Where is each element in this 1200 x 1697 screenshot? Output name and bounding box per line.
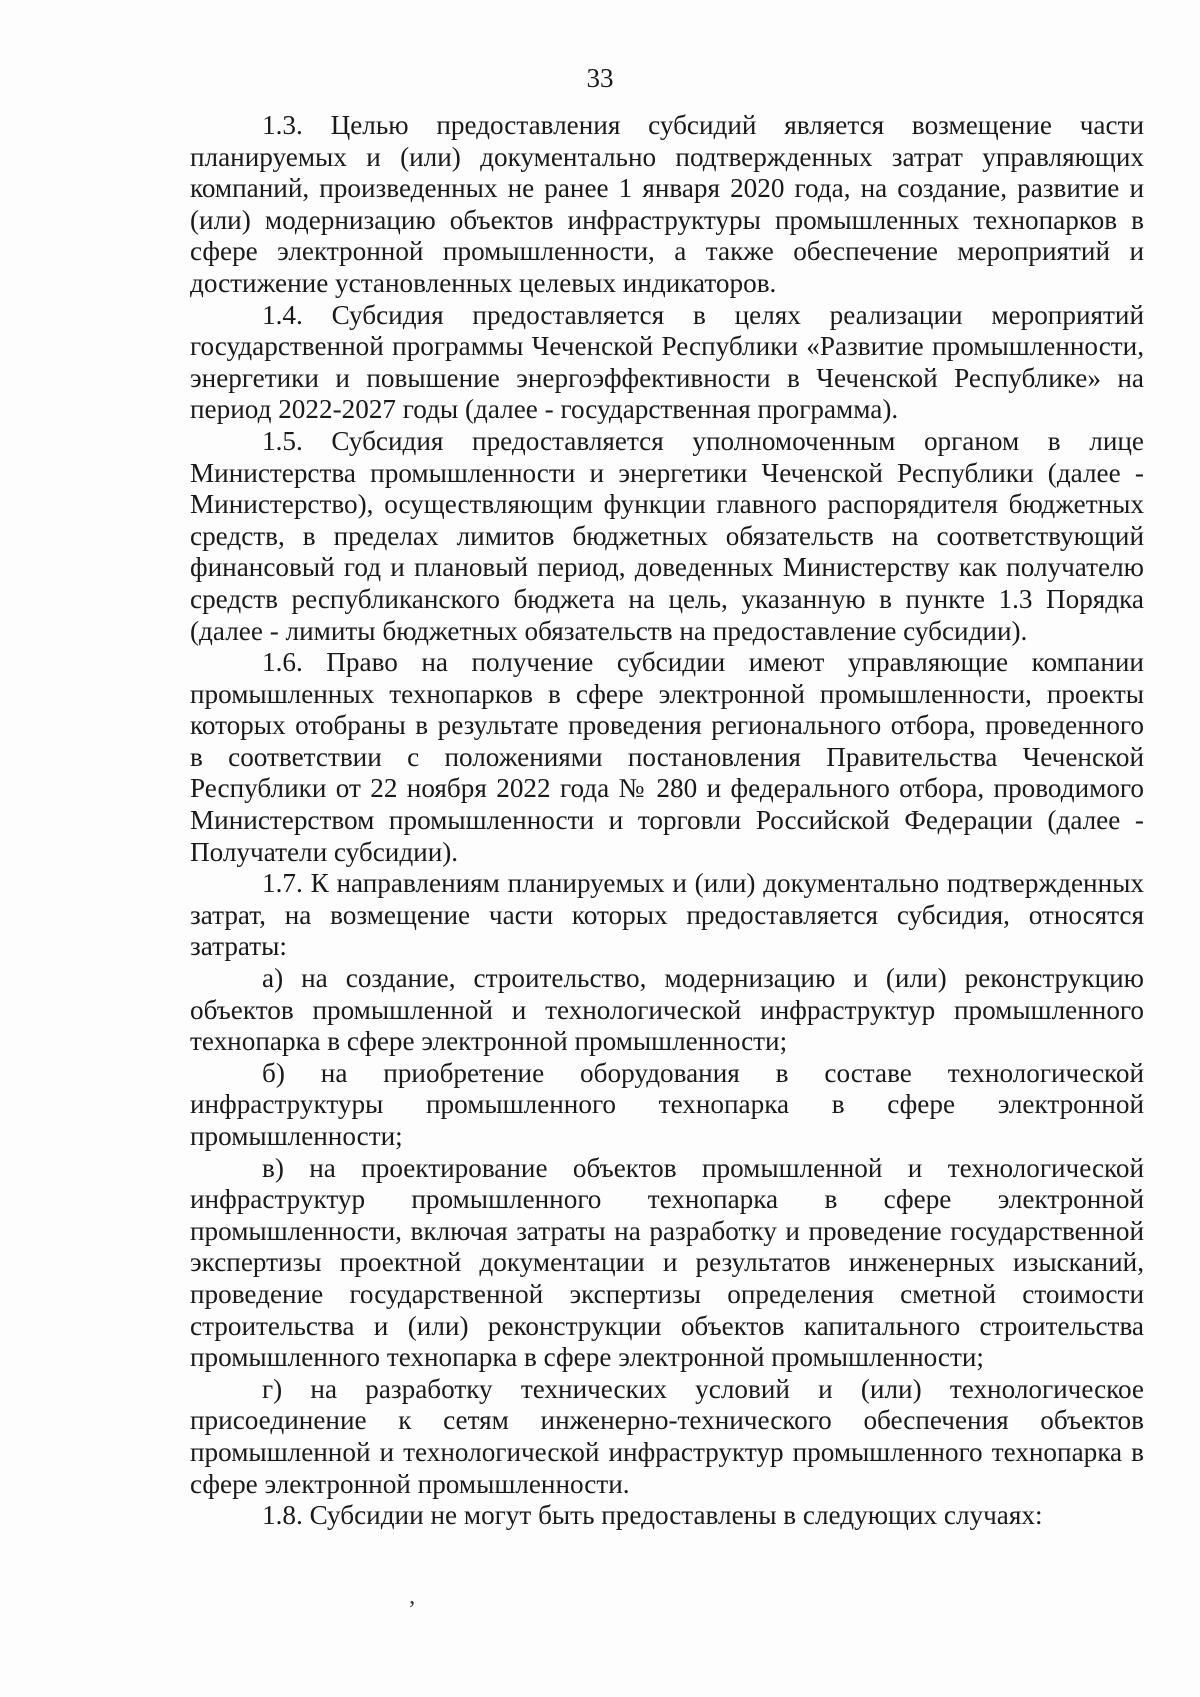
paragraph-1-4: 1.4. Субсидия предоставляется в целях реализации мероприятий государственной программы Чеченской Республики «Развитие промышленности, энергетики и повышение энергоэффективности в Чеченской Республике» на период 2022-2027 годы (далее - государственная программа). <box>190 299 1144 425</box>
paragraph-1-8: 1.8. Субсидии не могут быть предоставлены в следующих случаях: <box>262 1500 1043 1531</box>
list-item-v: в) на проектирование объектов промышленной и технологической инфраструктур промышленного технопарка в сфере электронной промышленности, включая затраты на разработку и проведение государственной экспертизы проектной документации и результатов инженерных изысканий, проведение государственной экспертизы определения сметной стоимости строительства и (или) реконструкции объектов капитального строительства промышленного технопарка в сфере электронной промышленности; <box>190 1152 1144 1373</box>
list-item-g: г) на разработку технических условий и (или) технологическое присоединение к сетям инженерно-технического обеспечения объектов промышленной и технологической инфраструктур промышленного технопарка в сфере электронной промышленности. <box>190 1373 1144 1499</box>
document-body <box>190 110 1144 1532</box>
paragraph-1-7: 1.7. К направлениям планируемых и (или) документально подтвержденных затрат, на возмещение части которых предоставляется субсидия, относятся затраты: <box>190 868 1144 962</box>
list-item-b: б) на приобретение оборудования в составе технологической инфраструктуры промышленного технопарка в сфере электронной промышленности; <box>190 1057 1144 1151</box>
list-item-a: а) на создание, строительство, модернизацию и (или) реконструкцию объектов промышленной и технологической инфраструктур промышленного технопарка в сфере электронной промышленности; <box>190 963 1144 1057</box>
paragraph-1-3: 1.3. Целью предоставления субсидий является возмещение части планируемых и (или) документально подтвержденных затрат управляющих компаний, произведенных не ранее 1 января 2020 года, на создание, развитие и (или) модернизацию объектов инфраструктуры промышленных технопарков в сфере электронной промышленности, а также обеспечение мероприятий и достижение установленных целевых индикаторов. <box>190 110 1144 298</box>
stray-mark: ’ <box>408 1597 416 1623</box>
paragraph-1-6: 1.6. Право на получение субсидии имеют управляющие компании промышленных технопарков в сфере электронной промышленности, проекты которых отобраны в результате проведения регионального отбора, проведенного в соответствии с положениями постановления Правительства Чеченской Республики от 22 ноября 2022 года № 280 и федерального отбора, проводимого Министерством промышленности и торговли Российской Федерации (далее - Получатели субсидии). <box>190 647 1144 867</box>
paragraph-1-5: 1.5. Субсидия предоставляется уполномоченным органом в лице Министерства промышленности и энергетики Чеченской Республики (далее - Министерство), осуществляющим функции главного распорядителя бюджетных средств, в пределах лимитов бюджетных обязательств на соответствующий финансовый год и плановый период, доведенных Министерству как получателю средств республиканского бюджета на цель, указанную в пункте 1.3 Порядка (далее - лимиты бюджетных обязательств на предоставление субсидии). <box>190 425 1144 646</box>
page-number: 33 <box>586 63 614 93</box>
